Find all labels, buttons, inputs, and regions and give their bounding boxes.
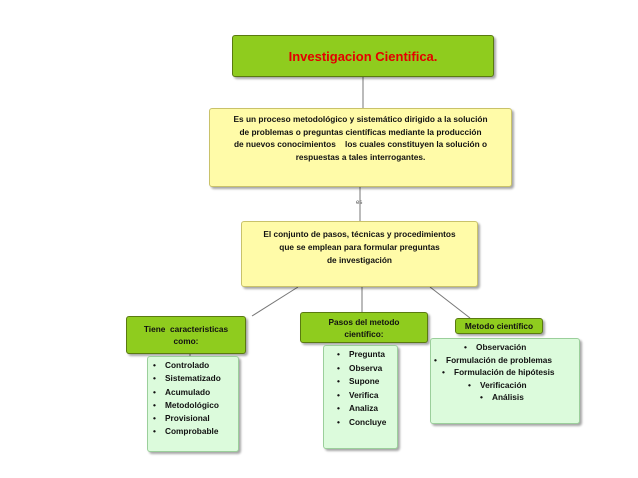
list-item: • Provisional xyxy=(153,412,238,425)
connector-conjunto-right xyxy=(430,287,470,318)
list-item: • Sistematizado xyxy=(153,372,238,385)
bullet-icon: • xyxy=(337,416,340,427)
bullet-icon: • xyxy=(337,349,340,359)
bullet-icon: • xyxy=(464,342,467,352)
list-item: • Observación xyxy=(464,342,527,352)
list-item: • Supone xyxy=(337,375,397,389)
link-label-es: es xyxy=(356,200,363,206)
definition-node xyxy=(209,108,512,187)
list-item: • Observa xyxy=(337,362,397,376)
conjunto-line: de investigación xyxy=(326,255,392,265)
bullet-icon: • xyxy=(337,389,340,400)
steps-header-line: científico: xyxy=(344,328,384,339)
steps-list xyxy=(323,345,398,449)
bullet-icon: • xyxy=(153,373,156,384)
bullet-icon: • xyxy=(337,376,340,387)
list-item: • Analiza xyxy=(337,402,397,416)
list-item: • Verificación xyxy=(468,379,527,390)
list-item: • Pregunta xyxy=(337,348,397,362)
list-item: • Comprobable xyxy=(153,425,238,438)
list-item: • Acumulado xyxy=(153,386,238,399)
bullet-icon: • xyxy=(153,399,156,410)
list-item: • Formulación de problemas xyxy=(434,354,553,365)
list-item: • Controlado xyxy=(153,359,238,372)
list-item: • Concluye xyxy=(337,416,397,430)
bullet-icon: • xyxy=(480,392,483,403)
characteristics-header xyxy=(126,316,246,354)
connector-conjunto-left xyxy=(252,287,298,316)
definition-line: de problemas o preguntas científicas mediante la producción xyxy=(239,126,482,137)
list-item: • Análisis xyxy=(480,392,524,403)
characteristics-header-line: Tiene caracteristicas xyxy=(143,324,229,334)
characteristics-list xyxy=(147,356,239,452)
bullet-icon: • xyxy=(153,386,156,397)
method-list xyxy=(430,338,580,424)
bullet-icon: • xyxy=(153,426,156,437)
definition-line: de nuevos conocimientos los cuales constituyen la solución o xyxy=(233,139,488,150)
characteristics-header-line: como: xyxy=(173,336,199,346)
title-text: Investigacion Cientifica. xyxy=(288,48,438,64)
method-header-line: Metodo científico xyxy=(464,321,534,331)
conjunto-line: El conjunto de pasos, técnicas y procedimientos xyxy=(263,229,456,239)
conjunto-line: que se emplean para formular preguntas xyxy=(279,242,440,252)
list-item: • Formulación de hipótesis xyxy=(442,367,555,378)
definition-line: Es un proceso metodológico y sistemático dirigido a la solución xyxy=(233,114,488,124)
bullet-icon: • xyxy=(468,379,471,390)
bullet-icon: • xyxy=(337,362,340,373)
bullet-icon: • xyxy=(153,360,156,370)
conjunto-node xyxy=(241,221,478,287)
definition-line: respuestas a tales interrogantes. xyxy=(295,151,426,162)
title-node xyxy=(232,35,494,77)
bullet-icon: • xyxy=(442,367,445,378)
bullet-icon: • xyxy=(337,403,340,414)
steps-header-line: Pasos del metodo xyxy=(328,316,400,327)
bullet-icon: • xyxy=(434,354,437,365)
steps-header xyxy=(300,312,428,343)
list-item: • Verifica xyxy=(337,389,397,403)
method-header xyxy=(455,318,543,334)
list-item: • Metodológico xyxy=(153,399,238,412)
bullet-icon: • xyxy=(153,413,156,424)
